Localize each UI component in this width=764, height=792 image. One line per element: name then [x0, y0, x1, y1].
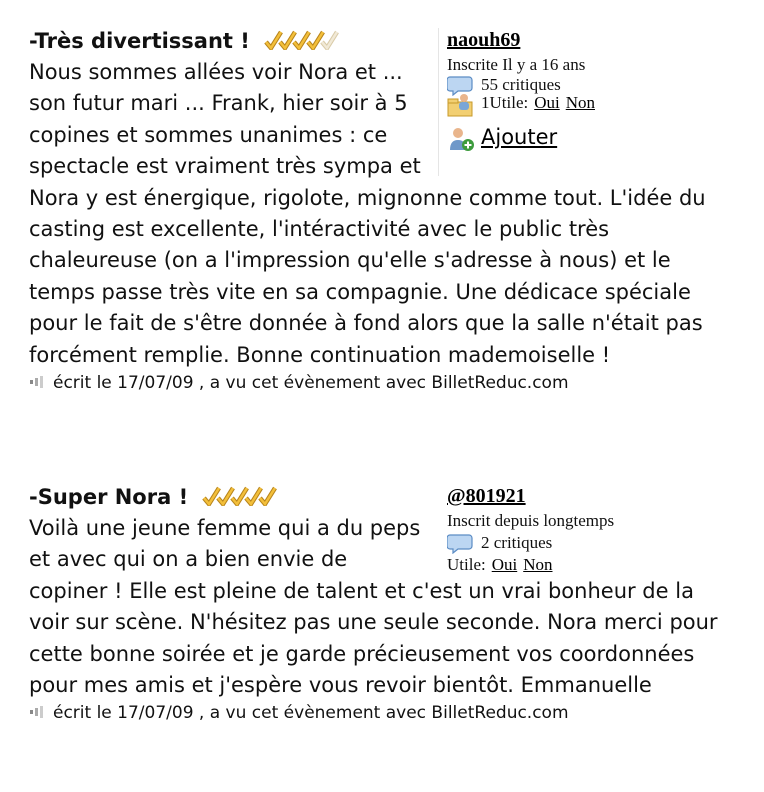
rating-star-icon [260, 488, 275, 504]
folder-user-icon [447, 92, 475, 114]
rating-star-icon [246, 488, 261, 504]
add-friend-button[interactable] [447, 125, 729, 149]
review-meta-text: écrit le 17/07/09 , a vu cet évènement avec BilletReduc.com [53, 703, 569, 724]
add-friend-label[interactable]: Ajouter [481, 125, 558, 149]
reviewer-panel [438, 28, 729, 176]
rating-star-icon [308, 32, 323, 48]
utile-label: Utile: [447, 555, 486, 574]
rating-star-icon [218, 488, 233, 504]
speech-bubble-icon [447, 532, 475, 554]
reviewer-username[interactable]: naouh69 [447, 29, 521, 51]
vote-non-link[interactable]: Non [565, 93, 595, 112]
review-meta [29, 373, 729, 393]
review-meta [29, 703, 729, 723]
review-meta-text: écrit le 17/07/09 , a vu cet évènement avec BilletReduc.com [53, 373, 569, 394]
rating-star-empty-icon [322, 32, 337, 48]
reviewer-panel [439, 484, 729, 574]
rating-star-icon [280, 32, 295, 48]
reviewer-critiques-count: 55 critiques [481, 75, 561, 94]
rating-stars [263, 28, 343, 58]
review-card [29, 26, 729, 393]
review-text: Nous sommes allées voir Nora et ... son futur mari ... Frank, hier soir à 5 copines et sommes unanimes : ce spectacle est vraiment très sympa et Nora y est énergique, rigolote, mignonne comme tout. L'idée du casting est excellente, l'intéractivité avec le public très chaleureuse (on a l'impression qu'elle s'adresse à nous) et le temps passe très vite en sa compagnie. Une dédicace spéciale pour le fait de s'être donnée à fond alors que la salle n'était pas forcément remplie. Bonne continuation mademoiselle ! [29, 60, 706, 367]
reviewer-since: Inscrit depuis longtemps [447, 511, 615, 530]
sound-icon [29, 374, 49, 388]
add-user-icon [447, 126, 475, 148]
reviewer-critiques-count: 2 critiques [481, 533, 553, 552]
review-title: -Super Nora ! [29, 485, 189, 509]
rating-star-icon [266, 32, 281, 48]
vote-oui-link[interactable]: Oui [491, 555, 518, 574]
vote-oui-link[interactable]: Oui [534, 93, 560, 112]
rating-star-icon [294, 32, 309, 48]
sound-icon [29, 704, 49, 718]
reviewer-username[interactable]: @801921 [447, 485, 526, 507]
review-text: Voilà une jeune femme qui a du peps et avec qui on a bien envie de copiner ! Elle est pleine de talent et c'est un vrai bonheur de la voir sur scène. N'hésitez pas une seule seconde. Nora merci pour cette bonne soirée et je garde précieusement vos coordonnées pour mes amis et j'espère vous revoir bientôt. Emmanuelle [29, 516, 718, 698]
rating-star-icon [232, 488, 247, 504]
vote-non-link[interactable]: Non [523, 555, 553, 574]
reviewer-since: Inscrite Il y a 16 ans [447, 55, 586, 74]
rating-stars [201, 484, 281, 514]
review-card [29, 482, 729, 723]
rating-star-icon [204, 488, 219, 504]
review-title: -Très divertissant ! [29, 29, 250, 53]
utile-label: 1Utile: [481, 93, 529, 112]
